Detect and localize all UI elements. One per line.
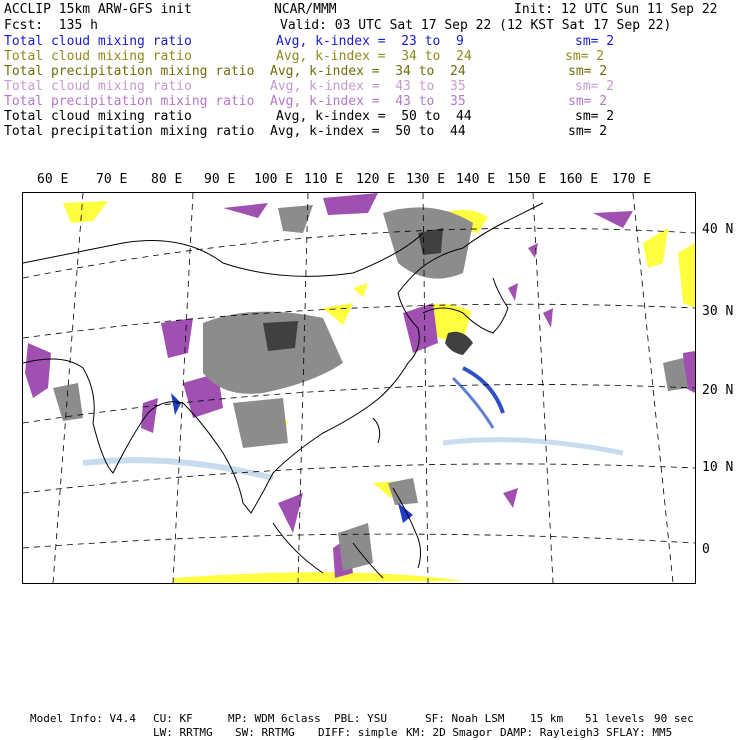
longitude-label: 170 E bbox=[612, 172, 652, 187]
latitude-label: 40 N bbox=[702, 222, 734, 237]
timestep: 90 sec bbox=[654, 712, 694, 725]
latitude-label: 10 N bbox=[702, 460, 734, 475]
field-name: Total cloud mixing ratio bbox=[4, 79, 192, 94]
map-canvas bbox=[23, 193, 695, 583]
longitude-label: 90 E bbox=[204, 172, 236, 187]
longitude-label: 150 E bbox=[507, 172, 547, 187]
field-smoothing: sm= 2 bbox=[565, 49, 605, 64]
lat-lon-grid bbox=[23, 193, 695, 583]
map-panel bbox=[22, 192, 696, 584]
field-k-index: Avg, k-index = 23 to 9 bbox=[276, 34, 464, 49]
field-name: Total precipitation mixing ratio bbox=[4, 124, 255, 139]
pbl-scheme: PBL: YSU bbox=[334, 712, 387, 725]
valid-time: Valid: 03 UTC Sat 17 Sep 22 (12 KST Sat 17 Sep 22) bbox=[280, 18, 672, 33]
levels: 51 levels bbox=[585, 712, 645, 725]
field-k-index: Avg, k-index = 34 to 24 bbox=[276, 49, 472, 64]
yellow-fields bbox=[63, 201, 695, 583]
km-scheme: KM: 2D Smagor bbox=[406, 726, 493, 739]
field-smoothing: sm= 2 bbox=[568, 124, 608, 139]
sf-scheme: SF: Noah LSM bbox=[425, 712, 505, 725]
blue-fields bbox=[83, 368, 623, 523]
purple-fields bbox=[25, 193, 695, 578]
field-k-index: Avg, k-index = 43 to 35 bbox=[270, 79, 466, 94]
cu-scheme: CU: KF bbox=[153, 712, 193, 725]
mp-scheme: MP: WDM 6class bbox=[228, 712, 321, 725]
institution: NCAR/MMM bbox=[274, 2, 337, 17]
longitude-label: 70 E bbox=[96, 172, 128, 187]
field-name: Total cloud mixing ratio bbox=[4, 109, 192, 124]
model-title: ACCLIP 15km ARW-GFS init bbox=[4, 2, 192, 17]
longitude-label: 120 E bbox=[356, 172, 396, 187]
model-info: Model Info: V4.4 bbox=[30, 712, 136, 725]
field-smoothing: sm= 2 bbox=[568, 64, 608, 79]
init-time: Init: 12 UTC Sun 11 Sep 22 bbox=[514, 2, 718, 17]
damp-scheme: DAMP: Rayleigh3 bbox=[500, 726, 600, 739]
field-smoothing: sm= 2 bbox=[575, 109, 615, 124]
gray-cloud-fields bbox=[53, 205, 688, 571]
latitude-label: 0 bbox=[702, 542, 710, 557]
latitude-label: 30 N bbox=[702, 304, 734, 319]
field-name: Total precipitation mixing ratio bbox=[4, 64, 255, 79]
longitude-label: 80 E bbox=[151, 172, 183, 187]
field-name: Total cloud mixing ratio bbox=[4, 49, 192, 64]
field-smoothing: sm= 2 bbox=[575, 34, 615, 49]
latitude-label: 20 N bbox=[702, 383, 734, 398]
resolution: 15 km bbox=[530, 712, 564, 725]
field-name: Total precipitation mixing ratio bbox=[4, 94, 255, 109]
sw-scheme: SW: RRTMG bbox=[235, 726, 295, 739]
field-k-index: Avg, k-index = 50 to 44 bbox=[270, 124, 466, 139]
field-smoothing: sm= 2 bbox=[575, 79, 615, 94]
field-k-index: Avg, k-index = 50 to 44 bbox=[276, 109, 472, 124]
longitude-label: 100 E bbox=[254, 172, 294, 187]
diff-scheme: DIFF: simple bbox=[318, 726, 398, 739]
field-k-index: Avg, k-index = 43 to 35 bbox=[270, 94, 466, 109]
longitude-label: 140 E bbox=[456, 172, 496, 187]
longitude-label: 110 E bbox=[304, 172, 344, 187]
lw-scheme: LW: RRTMG bbox=[153, 726, 213, 739]
field-smoothing: sm= 2 bbox=[568, 94, 608, 109]
longitude-label: 60 E bbox=[37, 172, 69, 187]
sflay-scheme: SFLAY: MM5 bbox=[606, 726, 673, 739]
longitude-label: 160 E bbox=[559, 172, 599, 187]
forecast-hour: Fcst: 135 h bbox=[4, 18, 98, 33]
field-k-index: Avg, k-index = 34 to 24 bbox=[270, 64, 466, 79]
longitude-label: 130 E bbox=[406, 172, 446, 187]
field-name: Total cloud mixing ratio bbox=[4, 34, 192, 49]
